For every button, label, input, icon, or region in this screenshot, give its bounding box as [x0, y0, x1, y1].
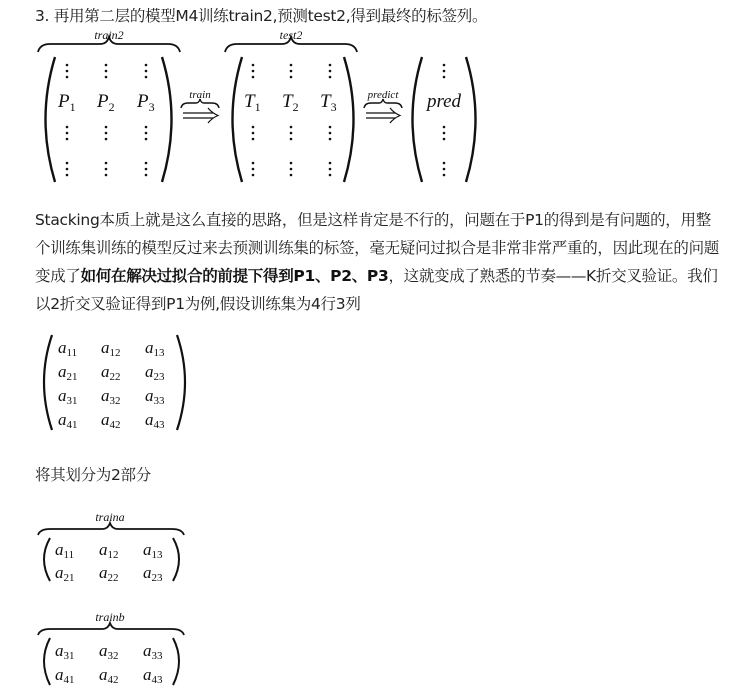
svg-text:a11: a11: [55, 540, 75, 561]
svg-text:a31: a31: [58, 386, 78, 407]
left-paren-icon: [413, 57, 423, 182]
P1: $P_1$: [58, 91, 76, 114]
svg-text:a12: a12: [101, 338, 121, 359]
split-description: 将其划分为2部分: [35, 466, 151, 484]
explanation-paragraph: [35, 206, 725, 318]
svg-text:a41: a41: [58, 410, 78, 431]
T1: $T_1$: [244, 91, 261, 114]
double-arrow-icon: [366, 108, 400, 123]
train-arrow-label: train: [189, 89, 211, 101]
right-paren-icon: [177, 335, 185, 430]
traina-matrix: [0, 505, 220, 585]
right-paren-icon: [162, 57, 172, 182]
svg-text:a41: a41: [55, 665, 75, 686]
svg-text:a11: a11: [58, 338, 78, 359]
svg-text:a42: a42: [101, 410, 121, 431]
trainb-matrix: [0, 605, 220, 690]
left-paren-icon: [46, 57, 56, 182]
predict-arrow-label: predict: [367, 89, 399, 101]
double-arrow-icon: [183, 108, 218, 123]
right-paren-icon: [344, 57, 354, 182]
test2-label: test2: [279, 28, 303, 42]
left-paren-icon: [44, 638, 50, 685]
svg-text:a13: a13: [145, 338, 165, 359]
training-matrix: [0, 330, 220, 440]
left-paren-icon: [44, 538, 50, 581]
train2-label: train2: [94, 28, 124, 42]
overbrace-icon: [38, 523, 184, 535]
paragraph-text: Stacking本质上就是这么直接的思路，但是这样肯定是不行的，问题在于P1的得到是有问题的，用整个训练集训练的模型反过来去预测训练集的标签，毫无疑问过拟合是非常非常严重的，因此现在的问题变成了: [35, 211, 720, 285]
svg-text:a43: a43: [145, 410, 165, 431]
step-heading: 3. 再用第二层的模型M4训练train2,预测test2,得到最终的标签列。: [35, 7, 488, 25]
P2: $P_2$: [97, 91, 115, 114]
svg-text:a32: a32: [101, 386, 121, 407]
svg-text:a12: a12: [99, 540, 119, 561]
svg-text:a23: a23: [143, 563, 163, 584]
right-paren-icon: [466, 57, 476, 182]
svg-text:a13: a13: [143, 540, 163, 561]
T3: $T_3$: [320, 91, 337, 114]
svg-text:a21: a21: [55, 563, 75, 584]
svg-text:a32: a32: [99, 641, 119, 662]
paragraph-bold-text: 如何在解决过拟合的前提下得到P1、P2、P3: [80, 267, 389, 285]
right-paren-icon: [173, 638, 179, 685]
left-paren-icon: [233, 57, 243, 182]
svg-text:a42: a42: [99, 665, 119, 686]
right-paren-icon: [173, 538, 179, 581]
paragraph-text: ，这就变成了熟悉的节奏——K折交叉验证。我们以2折交叉验证得到P1为例,假设训练集为4行3列: [35, 267, 718, 313]
vdots-icon: [443, 64, 446, 177]
overbrace-icon: [38, 37, 180, 52]
vdots-icon: [252, 64, 332, 177]
pred-label: pred: [426, 91, 462, 112]
vdots-icon: [66, 64, 148, 177]
svg-text:a33: a33: [143, 641, 163, 662]
svg-text:a22: a22: [101, 362, 121, 383]
P3: $P_3$: [137, 91, 155, 114]
trainb-label: trainb: [95, 610, 125, 624]
underbrace-icon: [181, 99, 219, 108]
T2: $T_2$: [282, 91, 299, 114]
svg-text:a43: a43: [143, 665, 163, 686]
overbrace-icon: [225, 37, 357, 52]
svg-text:a23: a23: [145, 362, 165, 383]
left-paren-icon: [44, 335, 52, 430]
svg-text:a33: a33: [145, 386, 165, 407]
stacking-diagram: [0, 24, 742, 194]
svg-text:a22: a22: [99, 563, 119, 584]
traina-label: traina: [95, 510, 125, 524]
svg-text:a31: a31: [55, 641, 75, 662]
overbrace-icon: [38, 623, 184, 635]
svg-text:a21: a21: [58, 362, 78, 383]
